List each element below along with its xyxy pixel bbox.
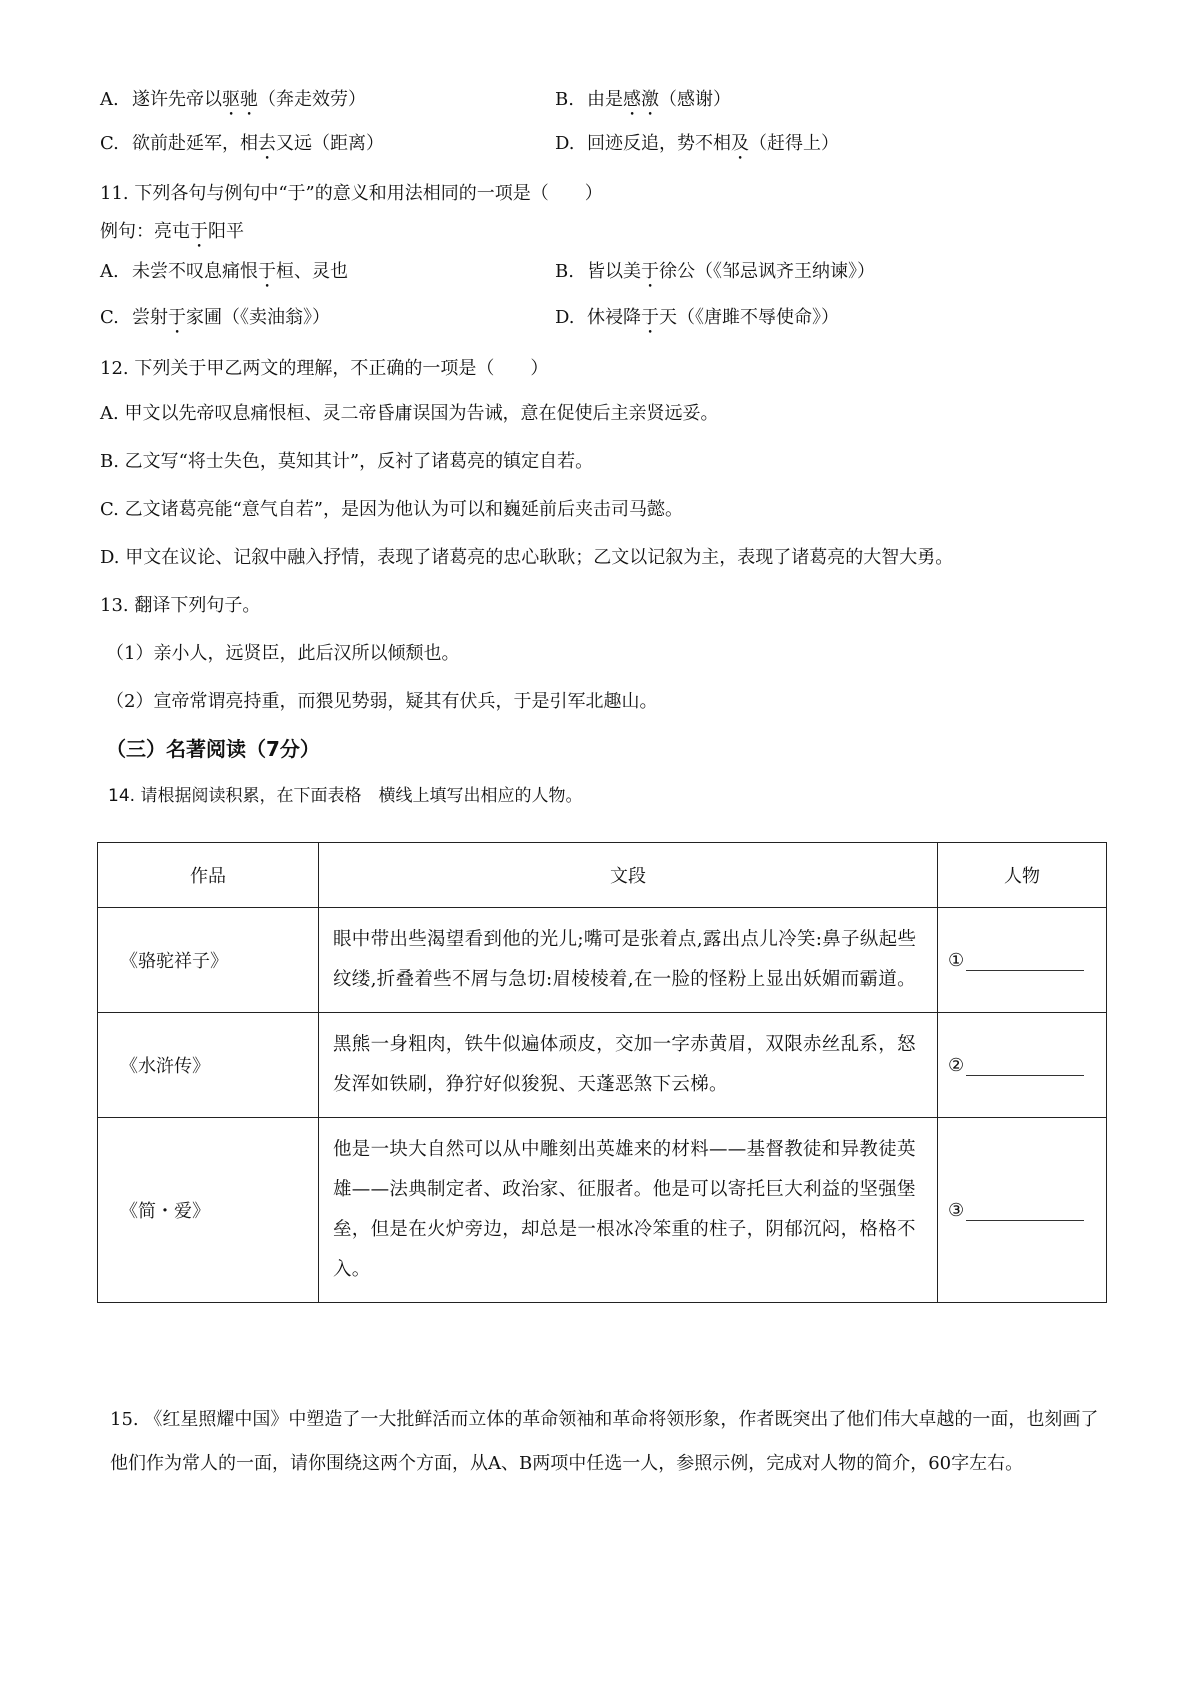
excerpt-text: 眼中带出些渴望看到他的光儿;嘴可是张着点,露出点儿冷笑:鼻子纵起些纹缕,折叠着些不屑与急切:眉棱棱着,在一脸的怪粉上显出妖媚而霸道。 <box>319 908 938 1013</box>
emphasized-word: 于 <box>641 307 659 328</box>
q11-option-c: C. 尝射于家圃（《卖油翁》） <box>100 307 330 328</box>
q13-stem: 13. 翻译下列句子。 <box>100 595 261 616</box>
table-row <box>98 1013 1107 1118</box>
q10-option-d: D. 回迹反追，势不相及（赶得上） <box>555 130 839 164</box>
answer-cell <box>938 1013 1107 1118</box>
excerpt-text: 黑熊一身粗肉，铁牛似遍体顽皮，交加一字赤黄眉，双限赤丝乱系，怒发浑如铁刷，狰狞好似狻猊、天蓬恶煞下云梯。 <box>319 1013 938 1118</box>
excerpt-text: 他是一块大自然可以从中雕刻出英雄来的材料——基督教徒和异教徒英雄——法典制定者、政治家、征服者。他是可以寄托巨大利益的坚强堡垒，但是在火炉旁边，却总是一根冰冷笨重的柱子，阴郁沉闷，格格不入。 <box>319 1118 938 1303</box>
blank-number: ② <box>948 1054 965 1076</box>
emphasized-word: 于 <box>190 221 208 242</box>
q13-item-1: （1）亲小人，远贤臣，此后汉所以倾颓也。 <box>106 643 460 664</box>
work-title: 《骆驼祥子》 <box>98 908 319 1013</box>
header-work: 作品 <box>98 843 319 908</box>
answer-cell <box>938 1118 1107 1303</box>
work-title: 《简・爱》 <box>98 1118 319 1303</box>
answer-blank[interactable] <box>966 1055 1084 1076</box>
emphasized-word: 于 <box>168 307 186 328</box>
q12-option-d: D. 甲文在议论、记叙中融入抒情，表现了诸葛亮的忠心耿耿；乙文以记叙为主，表现了诸葛亮的大智大勇。 <box>100 547 954 568</box>
table-header-row <box>98 843 1107 908</box>
blank-number: ① <box>948 949 965 971</box>
q13-item-2: （2）宣帝常谓亮持重，而猥见势弱，疑其有伏兵，于是引军北趣山。 <box>106 691 658 712</box>
emphasized-word: 驱驰 <box>222 89 258 110</box>
q12-option-c: C. 乙文诸葛亮能“意气自若”，是因为他认为可以和巍延前后夹击司马懿。 <box>100 499 683 520</box>
emphasized-word: 感激 <box>623 89 659 110</box>
emphasized-word: 于 <box>258 261 276 282</box>
option-letter: B. <box>555 89 574 110</box>
q11-option-b: B. 皆以美于徐公（《邹忌讽齐王纳谏》） <box>555 261 875 282</box>
q10-option-b: B. 由是感激（感谢） <box>555 86 731 120</box>
header-person: 人物 <box>938 843 1107 908</box>
q11-option-a: A. 未尝不叹息痛恨于桓、灵也 <box>100 261 348 282</box>
emphasized-word: 于 <box>641 261 659 282</box>
option-letter: D. <box>555 133 575 154</box>
q15-text: 15. 《红星照耀中国》中塑造了一大批鲜活而立体的革命领袖和革命将领形象，作者既突出了他们伟大卓越的一面，也刻画了他们作为常人的一面，请你围绕这两个方面，从A、B两项中任选一人，参照示例，完成对人物的简介，60字左右。 <box>110 1409 1099 1474</box>
q11-example: 例句：亮屯于阳平 <box>100 221 244 242</box>
q11-option-d: D. 休祲降于天（《唐雎不辱使命》） <box>555 307 839 328</box>
q12-option-a: A. 甲文以先帝叹息痛恨桓、灵二帝昏庸误国为告诫，意在促使后主亲贤远妥。 <box>100 403 719 424</box>
q12-option-b: B. 乙文写“将士失色，莫知其计”，反衬了诸葛亮的镇定自若。 <box>100 451 594 472</box>
table-row <box>98 1118 1107 1303</box>
header-text: 文段 <box>319 843 938 908</box>
q10-option-c: C. 欲前赴延军，相去又远（距离） <box>100 130 384 164</box>
option-letter: A. <box>100 89 119 110</box>
answer-cell <box>938 908 1107 1013</box>
section-heading: （三）名著阅读（7分） <box>106 737 320 761</box>
q11-stem: 11. 下列各句与例句中“于”的意义和用法相同的一项是（ ） <box>100 183 603 204</box>
q14-stem: 14. 请根据阅读积累，在下面表格 横线上填写出相应的人物。 <box>108 786 583 806</box>
works-table <box>97 842 1107 1303</box>
answer-blank[interactable] <box>966 950 1084 971</box>
work-title: 《水浒传》 <box>98 1013 319 1118</box>
blank-number: ③ <box>948 1199 965 1221</box>
q10-option-a: A. 遂许先帝以驱驰（奔走效劳） <box>100 86 366 120</box>
q12-stem: 12. 下列关于甲乙两文的理解，不正确的一项是（ ） <box>100 358 549 379</box>
answer-blank[interactable] <box>966 1200 1084 1221</box>
option-letter: C. <box>100 133 119 154</box>
table-row <box>98 908 1107 1013</box>
emphasized-word: 及 <box>731 133 749 154</box>
emphasized-word: 去 <box>258 133 276 154</box>
